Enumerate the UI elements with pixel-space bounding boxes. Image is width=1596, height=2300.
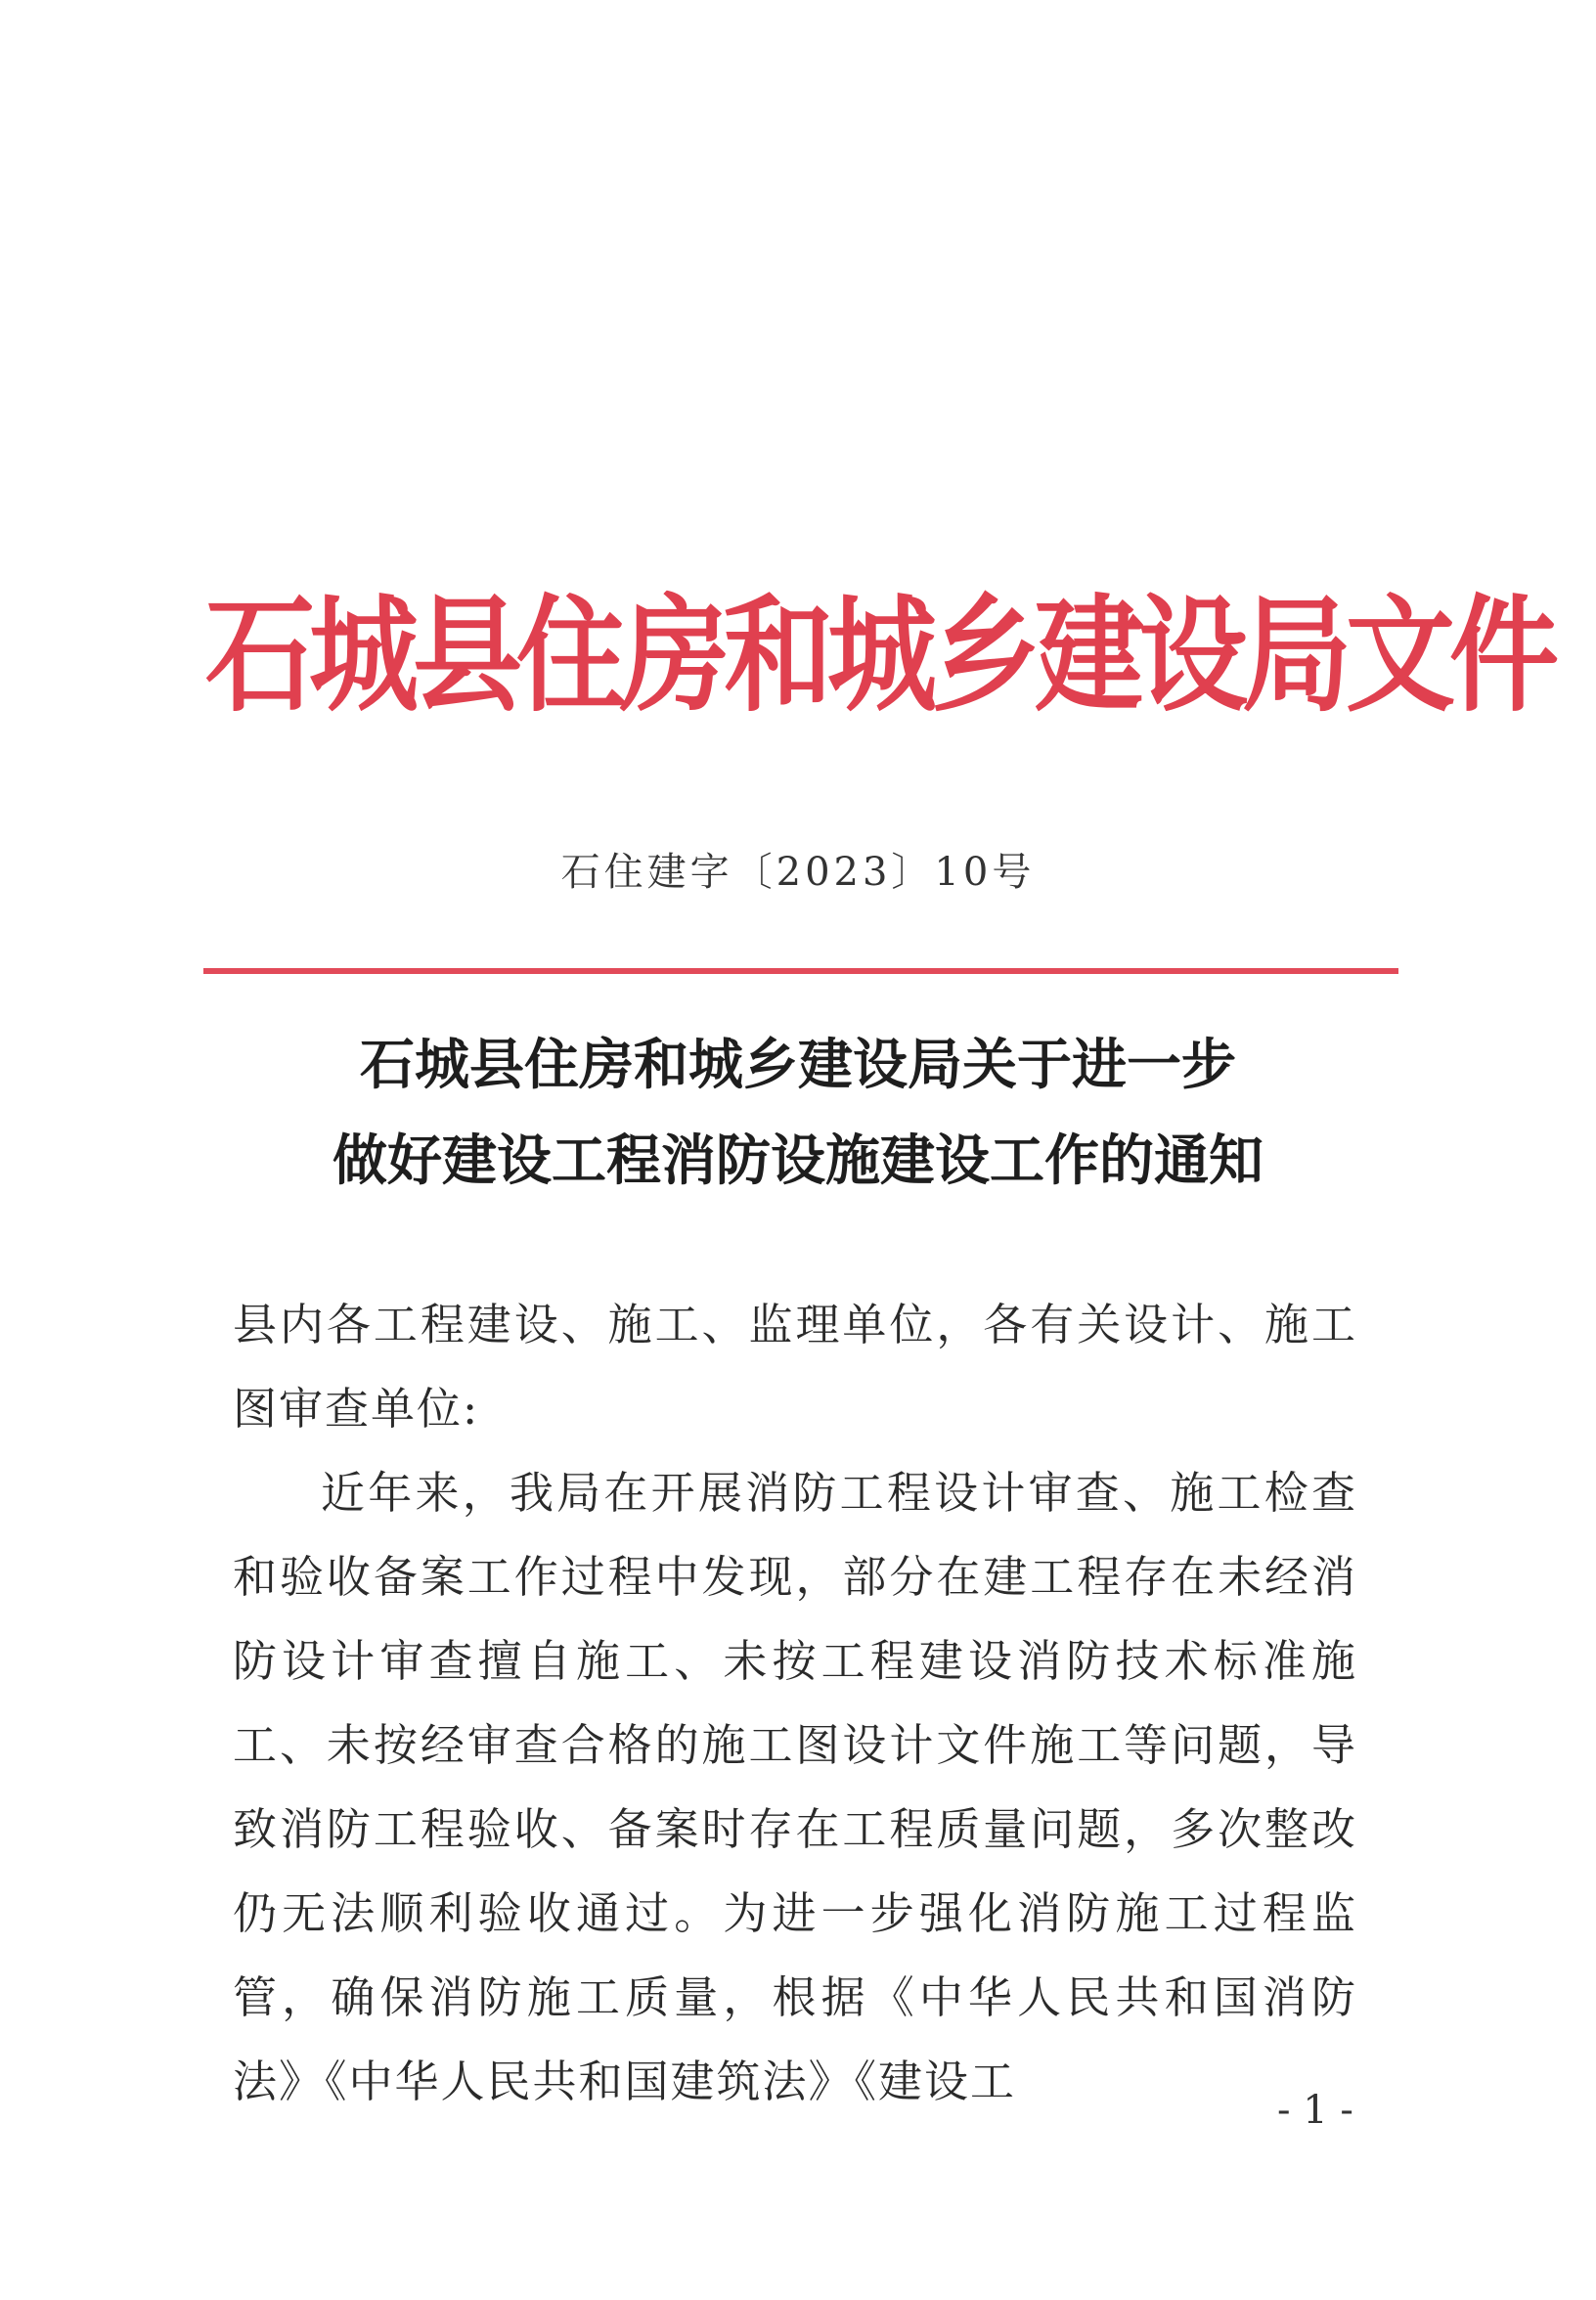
document-number: 石住建字〔2023〕10号 [560, 850, 1036, 895]
notice-title-line-1: 石城县住房和城乡建设局关于进一步 [360, 1033, 1236, 1097]
red-divider-line [203, 968, 1398, 974]
page-number: - 1 - [1277, 2088, 1353, 2133]
notice-title-line-2: 做好建设工程消防设施建设工作的通知 [332, 1128, 1264, 1193]
notice-title [0, 1017, 1596, 1209]
salutation: 县内各工程建设、施工、监理单位，各有关设计、施工图审查单位: [233, 1299, 1357, 1435]
paragraph-1: 近年来，我局在开展消防工程设计审查、施工检查和验收备案工作过程中发现，部分在建工程存在未经消防设计审查擅自施工、未按工程建设消防技术标准施工、未按经审查合格的施工图设计文件施工等问题，导致消防工程验收、备案时存在工程质量问题，多次整改仍无法顺利验收通过。为进一步强化消防施工过程监管，确保消防施工质量，根据《中华人民共和国消防法》《中华人民共和国建筑法》《建设工 [233, 1467, 1357, 2107]
body-text [233, 1283, 1357, 2124]
masthead-title: 石城县住房和城乡建设局文件 [205, 583, 1553, 730]
